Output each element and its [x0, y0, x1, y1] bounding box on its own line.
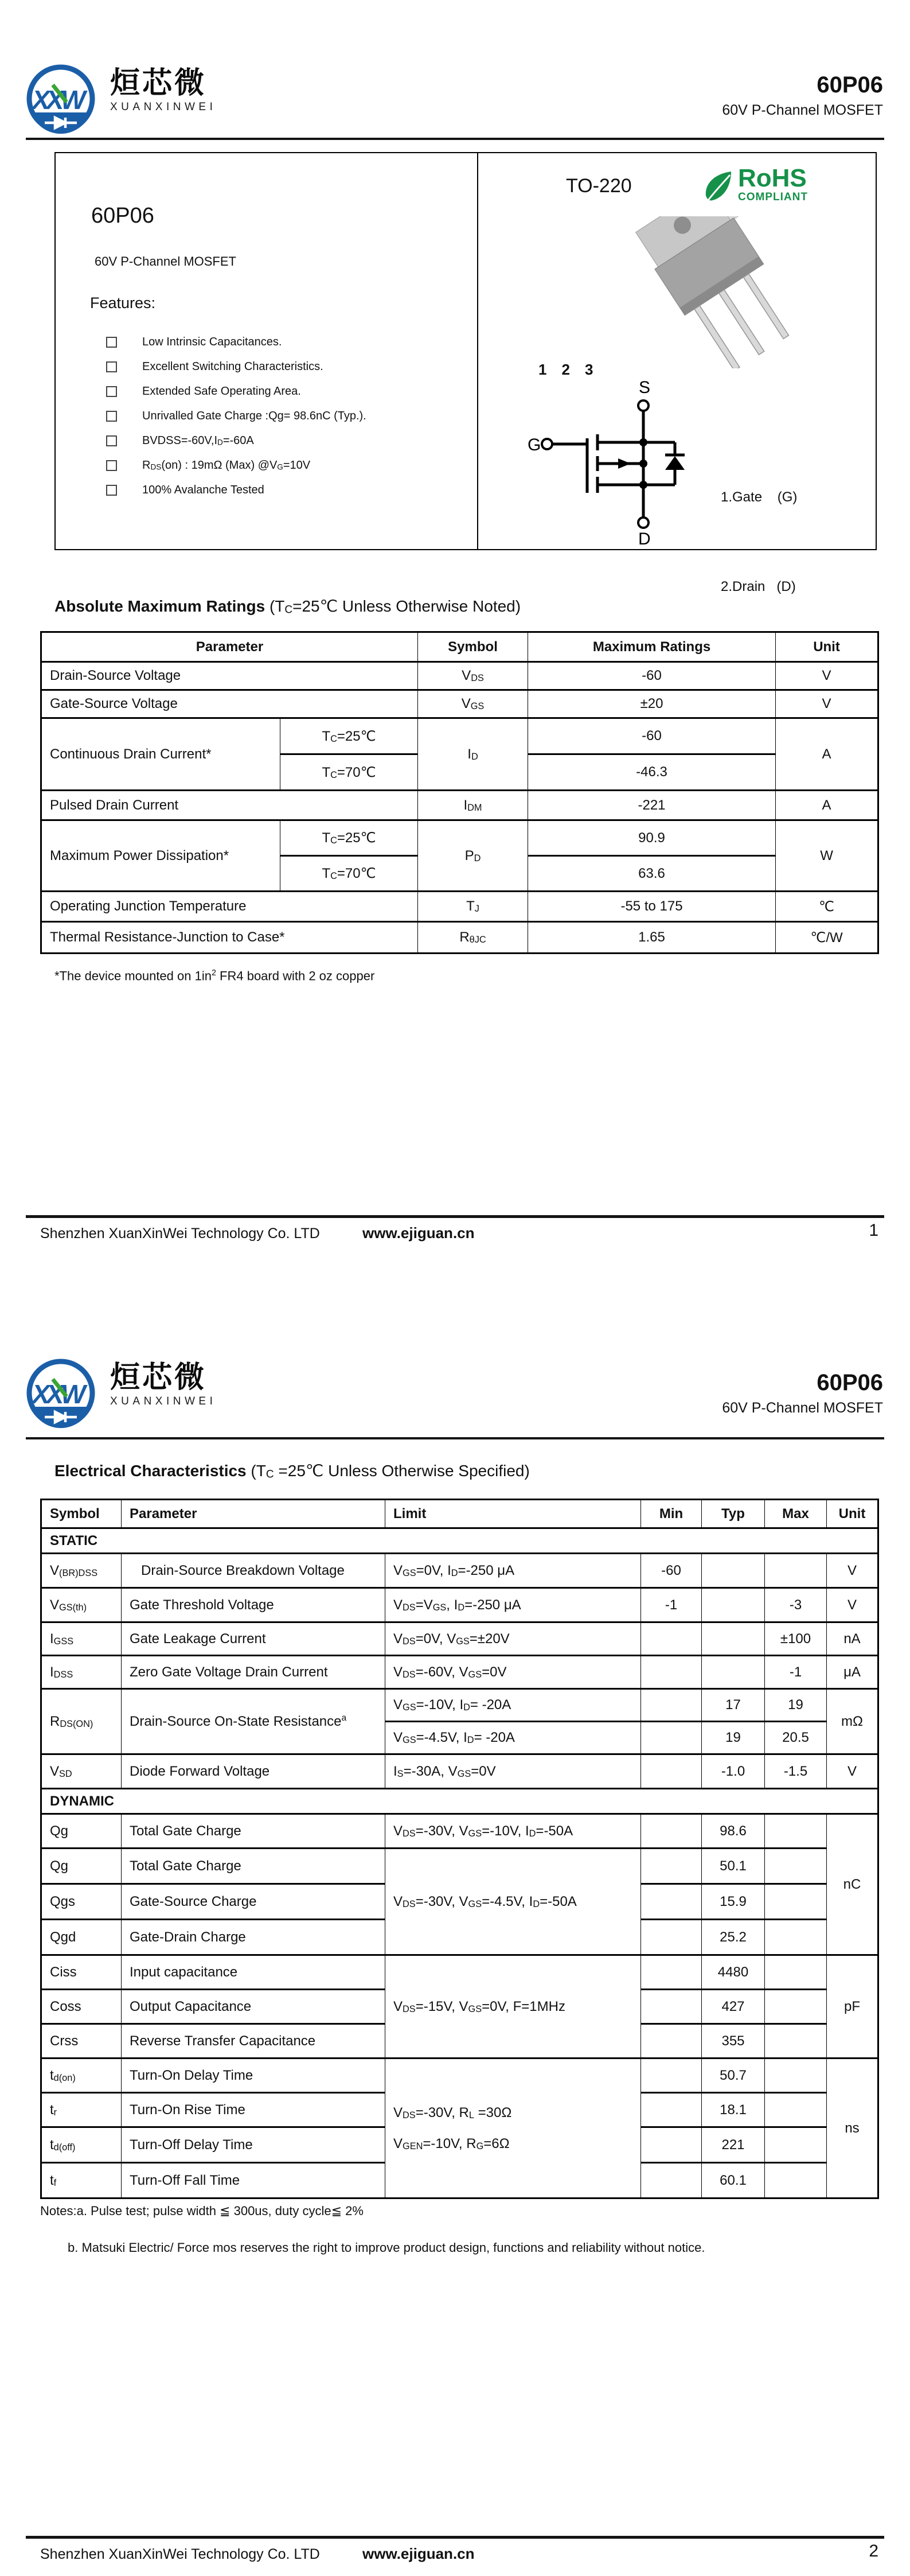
table-row [41, 1656, 878, 1689]
table-row [41, 1554, 878, 1588]
table-row [41, 1849, 878, 1884]
col-header-max-ratings: Maximum Ratings [528, 632, 776, 662]
limit-cell: $V_{DS}=0V$, $V_{GS}=\pm 20V$ [385, 1622, 641, 1656]
features-title: Features: [90, 294, 156, 312]
min-cell [641, 2163, 702, 2198]
footer-rule [26, 1215, 884, 1218]
typ-cell: 18.1 [702, 2093, 765, 2127]
min-cell [641, 2127, 702, 2163]
limit-cell: $V_{DS}=-30V$, $V_{GS}=-4.5V$, $I_D=-50A$ [385, 1849, 641, 1955]
typ-cell: 50.1 [702, 1849, 765, 1884]
unit-cell: V [827, 1588, 878, 1622]
unit-cell: mΩ [827, 1689, 878, 1754]
max-cell: -3 [765, 1588, 827, 1622]
param-cell: Maximum Power Dissipation* [41, 820, 280, 892]
footer-page-number: 2 [869, 2542, 878, 2561]
condition-cell: $T_C=25℃$ [280, 718, 418, 754]
footer-page-number: 1 [869, 1221, 878, 1240]
checkbox-icon [106, 361, 117, 372]
symbol-cell: $V_{GS(th)}$ [41, 1588, 122, 1622]
typ-cell: 50.7 [702, 2059, 765, 2093]
ec-table [40, 1499, 879, 2199]
feature-text: Low Intrinsic Capacitances. [142, 336, 282, 348]
typ-cell: 25.2 [702, 1920, 765, 1955]
pin-label-gate: 1.Gate (G) [721, 489, 798, 505]
pin-number-2: 2 [561, 361, 570, 378]
typ-cell: 60.1 [702, 2163, 765, 2198]
min-cell [641, 1656, 702, 1689]
unit-cell: ns [827, 2059, 878, 2198]
section-label: STATIC [41, 1528, 878, 1554]
part-number: 60P06 [817, 1370, 883, 1395]
rohs-badge [738, 166, 808, 203]
limit-line-1: $V_{DS}=-30V$, $R_L =30\Omega$ [393, 2104, 512, 2120]
param-cell: Turn-Off Delay Time [122, 2127, 385, 2163]
unit-cell: V [776, 690, 878, 718]
symbol-cell: Coss [41, 1990, 122, 2024]
max-cell [765, 1554, 827, 1588]
param-cell: Thermal Resistance-Junction to Case* [41, 922, 418, 954]
table-row [41, 1588, 878, 1622]
max-cell [765, 2163, 827, 2198]
box-part-number: 60P06 [91, 204, 154, 228]
max-cell [765, 1955, 827, 1990]
amr-title-condition: ($T_C=25℃$ Unless Otherwise Noted) [269, 597, 521, 616]
part-subtitle: 60V P-Channel MOSFET [722, 1400, 883, 1416]
max-cell [765, 2059, 827, 2093]
min-cell [641, 1689, 702, 1722]
box-divider [477, 153, 478, 549]
max-cell [765, 2024, 827, 2059]
param-cell: Gate-Drain Charge [122, 1920, 385, 1955]
param-cell: Continuous Drain Current* [41, 718, 280, 791]
symbol-cell: Qgd [41, 1920, 122, 1955]
pin-numbers [538, 361, 608, 379]
symbol-cell: $t_r$ [41, 2093, 122, 2127]
part-number: 60P06 [817, 72, 883, 98]
leaf-icon [702, 168, 736, 204]
unit-cell: pF [827, 1955, 878, 2059]
footer-website: www.ejiguan.cn [362, 2545, 475, 2562]
header-rule [26, 1437, 884, 1439]
limit-line-2: $V_{GEN}=-10V$, $R_G=6\Omega$ [393, 2135, 510, 2151]
param-cell: Output Capacitance [122, 1990, 385, 2024]
amr-table [40, 631, 879, 954]
symbol-cell: Ciss [41, 1955, 122, 1990]
limit-cell [385, 2059, 641, 2198]
feature-item [106, 453, 462, 478]
min-cell: -1 [641, 1588, 702, 1622]
checkbox-icon [106, 460, 117, 471]
max-cell: -1.5 [765, 1754, 827, 1789]
footer-company: Shenzhen XuanXinWei Technology Co. LTD [40, 2546, 320, 2562]
symbol-cell: $V_{(BR)DSS}$ [41, 1554, 122, 1588]
brand-text [110, 1362, 216, 1408]
part-subtitle: 60V P-Channel MOSFET [722, 102, 883, 118]
rohs-compliant-text: COMPLIANT [738, 191, 808, 203]
checkbox-icon [106, 337, 117, 348]
feature-text: 100% Avalanche Tested [142, 484, 264, 496]
col-header-max: Max [765, 1500, 827, 1528]
condition-cell: $T_C=25℃$ [280, 820, 418, 856]
param-cell: Turn-On Delay Time [122, 2059, 385, 2093]
company-logo [24, 63, 104, 138]
typ-cell [702, 1588, 765, 1622]
max-cell [765, 2127, 827, 2163]
param-cell: Diode Forward Voltage [122, 1754, 385, 1789]
symbol-cell: $V_{DS}$ [418, 662, 528, 690]
param-cell: Drain-Source Breakdown Voltage [122, 1554, 385, 1588]
limit-cell: $I_S=-30A$, $V_{GS}=0V$ [385, 1754, 641, 1789]
symbol-cell: $T_J$ [418, 892, 528, 922]
section-row-static [41, 1528, 878, 1554]
symbol-cell: $V_{GS}$ [418, 690, 528, 718]
unit-cell: μA [827, 1656, 878, 1689]
logo-xxw-icon [24, 63, 101, 137]
typ-cell: 355 [702, 2024, 765, 2059]
table-row [41, 892, 878, 922]
unit-cell: V [827, 1754, 878, 1789]
col-header-unit: Unit [776, 632, 878, 662]
feature-item [106, 478, 462, 503]
footer-company: Shenzhen XuanXinWei Technology Co. LTD [40, 1225, 320, 1242]
col-header-symbol: Symbol [41, 1500, 122, 1528]
limit-cell: $V_{DS}=-30V$, $V_{GS}=-10V$, $I_D=-50A$ [385, 1814, 641, 1849]
min-cell [641, 1722, 702, 1754]
symbol-cell: $I_{GSS}$ [41, 1622, 122, 1656]
max-cell [765, 1920, 827, 1955]
package-photo [497, 216, 830, 368]
amr-footnote: *The device mounted on $1in^2$ FR4 board with 2 oz copper [54, 968, 375, 983]
feature-item [106, 404, 462, 429]
mosfet-schematic [511, 378, 706, 547]
col-header-limit: Limit [385, 1500, 641, 1528]
unit-cell: V [776, 662, 878, 690]
limit-cell: $V_{GS}=0V$, $I_D=-250$ μA [385, 1554, 641, 1588]
rating-cell: 1.65 [528, 922, 776, 954]
rating-cell: -60 [528, 662, 776, 690]
rating-cell: -55 to 175 [528, 892, 776, 922]
symbol-cell: $R_{\theta JC}$ [418, 922, 528, 954]
table-row [41, 820, 878, 856]
typ-cell: 4480 [702, 1955, 765, 1990]
param-cell: Gate Threshold Voltage [122, 1588, 385, 1622]
typ-cell: 15.9 [702, 1884, 765, 1920]
min-cell [641, 1814, 702, 1849]
unit-cell: W [776, 820, 878, 892]
param-cell: Gate-Source Voltage [41, 690, 418, 718]
min-cell [641, 1622, 702, 1656]
section-label: DYNAMIC [41, 1789, 878, 1814]
symbol-cell: $R_{DS(ON)}$ [41, 1689, 122, 1754]
min-cell [641, 2024, 702, 2059]
feature-text: $BVDSS=-60V,I_D=-60A$ [142, 434, 254, 447]
feature-item [106, 429, 462, 453]
logo-xxw-icon [24, 1357, 101, 1431]
feature-text: $R_{DS}(on)$ : 19mΩ (Max) $@V_G=10V$ [142, 459, 311, 472]
condition-cell: $T_C=70℃$ [280, 856, 418, 892]
table-row [41, 1622, 878, 1656]
unit-cell: A [776, 718, 878, 791]
svg-text:W: W [61, 85, 86, 115]
param-cell: Reverse Transfer Capacitance [122, 2024, 385, 2059]
checkbox-icon [106, 435, 117, 446]
brand-name-cn: 烜芯微 [110, 1361, 207, 1394]
footer-website: www.ejiguan.cn [362, 1224, 475, 1242]
min-cell [641, 2059, 702, 2093]
symbol-cell: $I_{DSS}$ [41, 1656, 122, 1689]
param-cell: Zero Gate Voltage Drain Current [122, 1656, 385, 1689]
rating-cell: 90.9 [528, 820, 776, 856]
symbol-cell: Qgs [41, 1884, 122, 1920]
param-cell: Input capacitance [122, 1955, 385, 1990]
terminal-d-label: D [638, 530, 651, 547]
param-cell: Drain-Source On-State Resistance$^a$ [122, 1689, 385, 1754]
symbol-cell: $P_D$ [418, 820, 528, 892]
terminal-g-label: G [528, 435, 541, 454]
amr-header-row [41, 632, 878, 662]
param-cell: Drain-Source Voltage [41, 662, 418, 690]
col-header-parameter: Parameter [122, 1500, 385, 1528]
ec-title-condition: ($T_C$ =25℃ Unless Otherwise Specified) [251, 1462, 530, 1481]
symbol-cell: Qg [41, 1849, 122, 1884]
amr-title-text: Absolute Maximum Ratings [54, 597, 270, 615]
rating-cell: 63.6 [528, 856, 776, 892]
max-cell: -1 [765, 1656, 827, 1689]
feature-text: Excellent Switching Characteristics. [142, 360, 323, 373]
max-cell [765, 1814, 827, 1849]
svg-text:W: W [61, 1379, 86, 1409]
typ-cell: 98.6 [702, 1814, 765, 1849]
checkbox-icon [106, 485, 117, 496]
unit-cell: nA [827, 1622, 878, 1656]
note-a: Notes:a. Pulse test; pulse width ≦ 300us, duty cycle≦ 2% [40, 2204, 364, 2218]
min-cell [641, 1849, 702, 1884]
company-logo [24, 1357, 104, 1432]
symbol-cell: $t_{d(on)}$ [41, 2059, 122, 2093]
table-row [41, 1955, 878, 1990]
table-row [41, 791, 878, 820]
param-cell: Turn-On Rise Time [122, 2093, 385, 2127]
min-cell [641, 1884, 702, 1920]
max-cell: 19 [765, 1689, 827, 1722]
min-cell [641, 1955, 702, 1990]
param-cell: Gate-Source Charge [122, 1884, 385, 1920]
typ-cell [702, 1622, 765, 1656]
min-cell [641, 1754, 702, 1789]
ec-title-text: Electrical Characteristics [54, 1462, 251, 1480]
section-row-dynamic [41, 1789, 878, 1814]
rating-cell: -46.3 [528, 754, 776, 791]
checkbox-icon [106, 386, 117, 397]
rating-cell: -221 [528, 791, 776, 820]
max-cell: ±100 [765, 1622, 827, 1656]
max-cell [765, 1990, 827, 2024]
col-header-min: Min [641, 1500, 702, 1528]
table-row [41, 662, 878, 690]
feature-text: Extended Safe Operating Area. [142, 385, 301, 398]
page-2 [0, 1288, 910, 2576]
terminal-s-label: S [639, 378, 651, 397]
limit-cell: $V_{DS}=V_{GS}$, $I_D=-250$ μA [385, 1588, 641, 1622]
amr-section-title [54, 597, 521, 616]
rohs-text: RoHS [738, 164, 807, 192]
box-part-subtitle: 60V P-Channel MOSFET [95, 254, 236, 269]
max-cell [765, 1884, 827, 1920]
header-product [628, 1370, 883, 1417]
typ-cell [702, 1656, 765, 1689]
svg-text:XX: XX [32, 1379, 61, 1409]
param-cell: Pulsed Drain Current [41, 791, 418, 820]
brand-name-cn: 烜芯微 [110, 67, 207, 100]
table-row [41, 1814, 878, 1849]
param-cell: Total Gate Charge [122, 1849, 385, 1884]
features-list [106, 330, 462, 503]
unit-cell: ℃ [776, 892, 878, 922]
col-header-parameter: Parameter [41, 632, 418, 662]
typ-cell: 19 [702, 1722, 765, 1754]
symbol-cell: $I_D$ [418, 718, 528, 791]
table-row [41, 2059, 878, 2093]
limit-cell: $V_{DS}=-60V$, $V_{GS}=0V$ [385, 1656, 641, 1689]
feature-item [106, 379, 462, 404]
limit-cell: $V_{GS}=-10V$, $I_D= -20A$ [385, 1689, 641, 1722]
ec-section-title [54, 1461, 530, 1481]
param-cell: Turn-Off Fall Time [122, 2163, 385, 2198]
package-name: TO-220 [566, 175, 632, 197]
typ-cell: 221 [702, 2127, 765, 2163]
table-row [41, 690, 878, 718]
symbol-cell: Crss [41, 2024, 122, 2059]
param-cell: Operating Junction Temperature [41, 892, 418, 922]
symbol-cell: Qg [41, 1814, 122, 1849]
max-cell [765, 1849, 827, 1884]
pin-number-3: 3 [584, 361, 593, 378]
min-cell: -60 [641, 1554, 702, 1588]
param-cell: Gate Leakage Current [122, 1622, 385, 1656]
limit-cell: $V_{GS}=-4.5V$, $I_D= -20A$ [385, 1722, 641, 1754]
feature-text: Unrivalled Gate Charge :Qg= 98.6nC (Typ.). [142, 410, 366, 422]
col-header-typ: Typ [702, 1500, 765, 1528]
max-cell: 20.5 [765, 1722, 827, 1754]
rating-cell: -60 [528, 718, 776, 754]
pin-label-drain: 2.Drain (D) [721, 579, 796, 594]
note-b: b. Matsuki Electric/ Force mos reserves the right to improve product design, functions and reliability without notice. [68, 2240, 705, 2255]
unit-cell: V [827, 1554, 878, 1588]
checkbox-icon [106, 411, 117, 422]
symbol-cell: $I_{DM}$ [418, 791, 528, 820]
max-cell [765, 2093, 827, 2127]
unit-cell: ℃/W [776, 922, 878, 954]
header-product [628, 72, 883, 119]
min-cell [641, 1990, 702, 2024]
pin-number-1: 1 [538, 361, 547, 378]
brand-name-en: XUANXINWEI [110, 100, 217, 113]
table-row [41, 1754, 878, 1789]
table-row [41, 718, 878, 754]
table-row [41, 1689, 878, 1722]
header-rule [26, 138, 884, 140]
product-overview-box [54, 152, 877, 594]
feature-item [106, 330, 462, 355]
symbol-cell: $t_{d(off)}$ [41, 2127, 122, 2163]
typ-cell: -1.0 [702, 1754, 765, 1789]
limit-cell: $V_{DS}=-15V$, $V_{GS}=0V$, F=1MHz [385, 1955, 641, 2059]
param-cell: Total Gate Charge [122, 1814, 385, 1849]
feature-item [106, 355, 462, 379]
rating-cell: ±20 [528, 690, 776, 718]
unit-cell: A [776, 791, 878, 820]
typ-cell: 17 [702, 1689, 765, 1722]
col-header-unit: Unit [827, 1500, 878, 1528]
condition-cell: $T_C=70℃$ [280, 754, 418, 791]
svg-text:XX: XX [32, 85, 61, 115]
symbol-cell: $t_f$ [41, 2163, 122, 2198]
typ-cell: 427 [702, 1990, 765, 2024]
col-header-symbol: Symbol [418, 632, 528, 662]
min-cell [641, 2093, 702, 2127]
min-cell [641, 1920, 702, 1955]
ec-header-row [41, 1500, 878, 1528]
table-row [41, 922, 878, 954]
symbol-cell: $V_{SD}$ [41, 1754, 122, 1789]
typ-cell [702, 1554, 765, 1588]
brand-name-en: XUANXINWEI [110, 1395, 217, 1407]
brand-text [110, 68, 216, 114]
unit-cell: nC [827, 1814, 878, 1955]
footer-rule [26, 2536, 884, 2539]
